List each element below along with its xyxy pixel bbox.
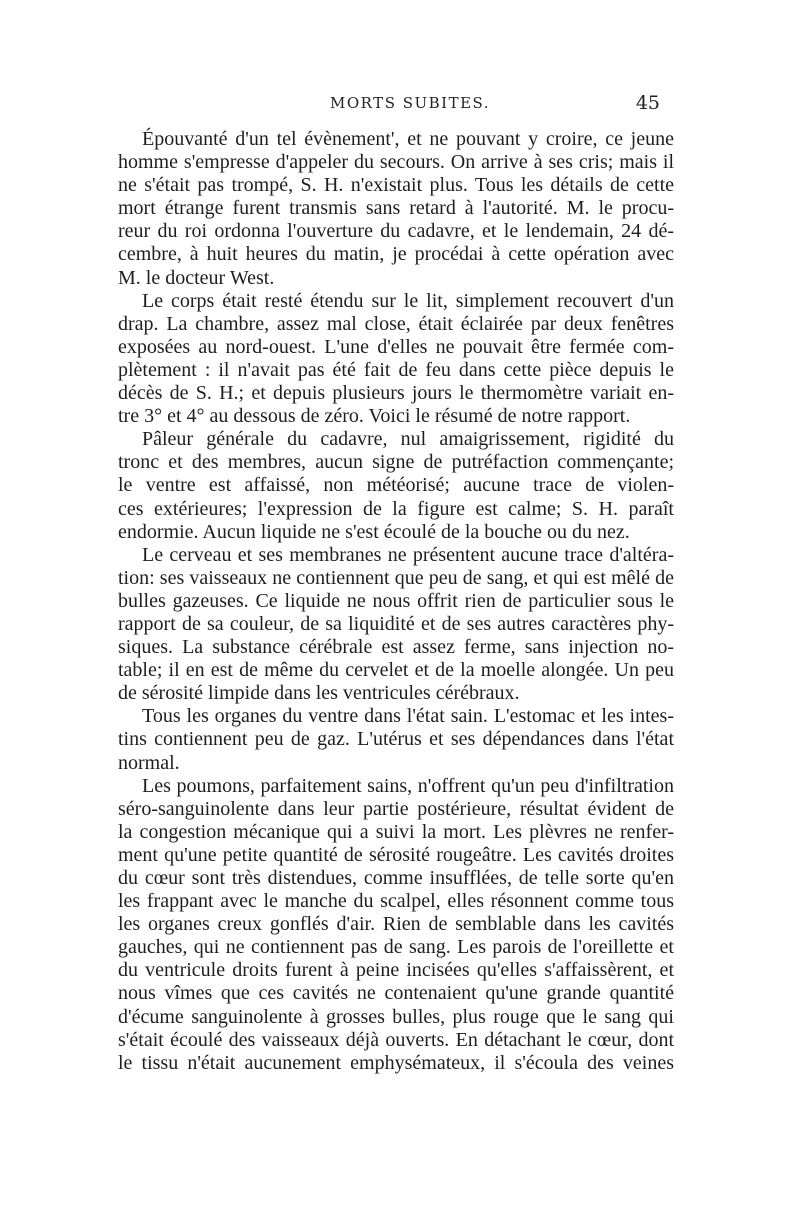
text-line: Le corps était resté étendu sur le lit, simplement recouvert d'un [142,289,674,312]
text-line: du cœur sont très distendues, comme insufflées, de telle sorte qu'en [118,867,674,889]
text-line: de sérosité limpide dans les ventricules cérébraux. [118,682,520,705]
text-line: bulles gazeuses. Ce liquide ne nous offrit rien de particulier sous le [118,589,674,612]
page-number: 45 [635,92,660,114]
text-line: la congestion mécanique qui a suivi la mort. Les plèvres ne renfer- [118,820,674,843]
text-line: tion: ses vaisseaux ne contiennent que peu de sang, et qui est mêlé de [118,566,674,589]
text-line: les organes creux gonflés d'air. Rien de semblable dans les cavités [118,913,674,936]
text-line: normal. [118,751,180,774]
text-line: reur du roi ordonna l'ouverture du cadavre, et le lendemain, 24 dé- [118,220,674,243]
text-line: du ventricule droits furent à peine incisées qu'elles s'affaissèrent, et [118,959,674,982]
running-title: MORTS SUBITES. [330,94,491,112]
text-line: siques. La substance cérébrale est assez ferme, sans injection no- [118,636,674,659]
text-line: plètement : il n'avait pas été fait de feu dans cette pièce depuis le [118,358,674,381]
text-line: Tous les organes du ventre dans l'état sain. L'estomac et les intes- [142,705,674,728]
text-line: mort étrange furent transmis sans retard à l'autorité. M. le procu- [118,197,674,220]
text-line: séro-sanguinolente dans leur partie postérieure, résultat évident de [118,797,674,820]
text-line: les frappant avec le manche du scalpel, elles résonnent comme tous [118,890,674,913]
text-line: nous vîmes que ces cavités ne contenaient qu'une grande quantité [118,982,674,1005]
text-line: ne s'était pas trompé, S. H. n'existait plus. Tous les détails de cette [118,174,674,197]
text-line: cembre, à huit heures du matin, je procédai à cette opération avec [118,243,674,266]
text-line: ces extérieures; l'expression de la figure est calme; S. H. paraît [118,497,674,520]
text-line: le tissu n'était aucunement emphysémateux, il s'écoula des veines [118,1051,674,1074]
text-line: s'était écoulé des vaisseaux déjà ouverts. En détachant le cœur, dont [118,1028,674,1051]
body-text [118,128,674,1075]
text-line: gauches, qui ne contiennent pas de sang. Les parois de l'oreillette et [118,936,674,959]
text-line: exposées au nord-ouest. L'une d'elles ne pouvait être fermée com- [118,335,674,358]
text-line: d'écume sanguinolente à grosses bulles, plus rouge que le sang qui [118,1005,674,1028]
text-line: Le cerveau et ses membranes ne présentent aucune trace d'altéra- [142,543,674,566]
text-line: Pâleur générale du cadavre, nul amaigrissement, rigidité du [142,428,674,451]
text-line: décès de S. H.; et depuis plusieurs jours le thermomètre variait en- [118,382,674,405]
text-line: rapport de sa couleur, de sa liquidité et de ses autres caractères phy- [118,612,674,635]
text-line: homme s'empresse d'appeler du secours. On arrive à ses cris; mais il [118,151,674,174]
text-line: ment qu'une petite quantité de sérosité rougeâtre. Les cavités droites [118,843,674,866]
text-line: table; il en est de même du cervelet et de la moelle alongée. Un peu [118,659,674,682]
text-line: endormie. Aucun liquide ne s'est écoulé de la bouche ou du nez. [118,520,630,543]
text-line: tre 3° et 4° au dessous de zéro. Voici le résumé de notre rapport. [118,405,631,428]
text-line: Les poumons, parfaitement sains, n'offrent qu'un peu d'infiltration [142,774,674,797]
text-line: le ventre est affaissé, non météorisé; aucune trace de violen- [118,474,674,497]
page-header [120,94,660,118]
text-line: tronc et des membres, aucun signe de putréfaction commençante; [118,451,674,474]
text-line: Épouvanté d'un tel évènement', et ne pouvant y croire, ce jeune [142,128,674,150]
text-line: M. le docteur West. [118,266,275,289]
text-line: tins contiennent peu de gaz. L'utérus et ses dépendances dans l'état [118,728,674,751]
text-line: drap. La chambre, assez mal close, était éclairée par deux fenêtres [118,312,674,335]
